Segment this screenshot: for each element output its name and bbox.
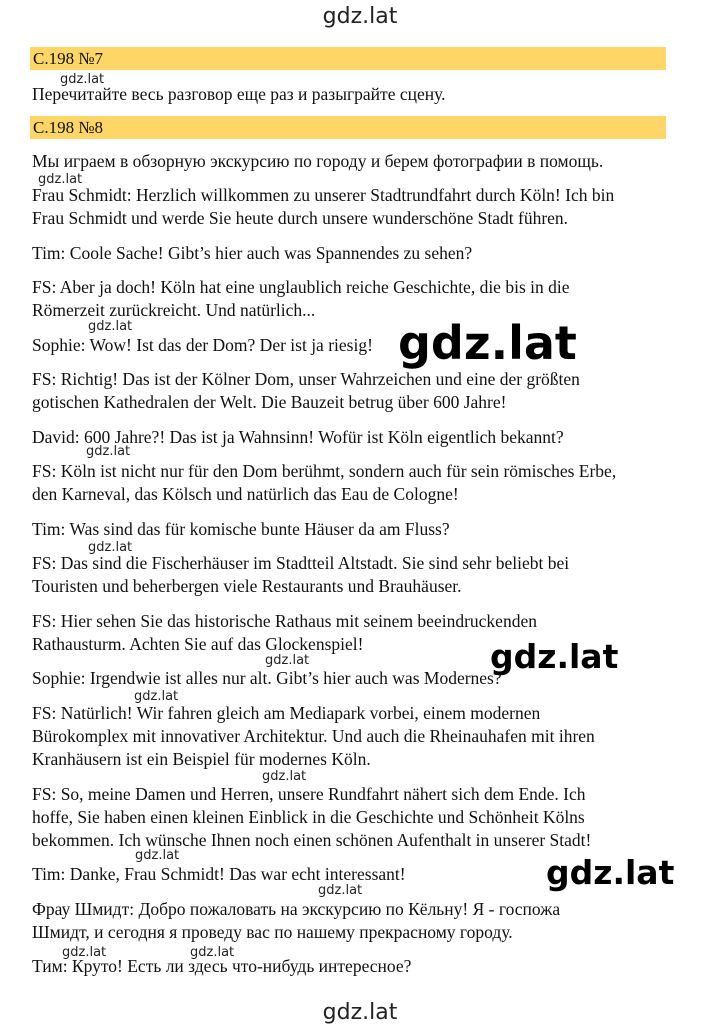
watermark-small: gdz.lat <box>88 540 133 555</box>
watermark-small: gdz.lat <box>135 848 180 863</box>
header-watermark: gdz.lat <box>322 4 398 29</box>
text-line: Тим: Круто! Есть ли здесь что-нибудь интересное? <box>32 956 412 976</box>
watermark-small: gdz.lat <box>262 769 307 784</box>
text-line: FS: Natürlich! Wir fahren gleich am Mediapark vorbei, einem modernen <box>32 703 541 723</box>
text-line: Frau Schmidt und werde Sie heute durch unsere wunderschöne Stadt führen. <box>32 208 569 228</box>
watermark-small: gdz.lat <box>60 72 105 87</box>
text-line: FS: Köln ist nicht nur für den Dom berühmt, sondern auch für sein römisches Erbe, <box>32 461 617 481</box>
text-line: Römerzeit zurückreicht. Und natürlich... <box>32 300 316 320</box>
watermark-small: gdz.lat <box>318 883 363 898</box>
watermark-large: gdz.lat <box>546 853 675 892</box>
watermark-small: gdz.lat <box>190 945 235 960</box>
text-line: Фрау Шмидт: Добро пожаловать на экскурсию по Кёльну! Я - госпожа <box>32 899 561 919</box>
text-line: Tim: Was sind das für komische bunte Häuser da am Fluss? <box>32 519 450 539</box>
watermark-small: gdz.lat <box>134 689 179 704</box>
text-line: Bürokomplex mit innovativer Architektur. Und auch die Rheinauhafen mit ihren <box>32 726 595 746</box>
text-line: Touristen und beherbergen viele Restaurants und Brauhäuser. <box>32 576 462 596</box>
text-line: Rathausturm. Achten Sie auf das Glockenspiel! <box>32 634 364 654</box>
watermark-small: gdz.lat <box>38 172 83 187</box>
watermark-large: gdz.lat <box>398 316 577 370</box>
text-line: David: 600 Jahre?! Das ist ja Wahnsinn! Wofür ist Köln eigentlich bekannt? <box>32 427 564 447</box>
text-line: FS: So, meine Damen und Herren, unsere Rundfahrt nähert sich dem Ende. Ich <box>32 784 586 804</box>
text-line: Frau Schmidt: Herzlich willkommen zu unserer Stadtrundfahrt durch Köln! Ich bin <box>32 185 615 205</box>
watermark-small: gdz.lat <box>265 653 310 668</box>
text-line: Tim: Coole Sache! Gibt’s hier auch was Spannendes zu sehen? <box>32 243 473 263</box>
text-line: Перечитайте весь разговор еще раз и разыграйте сцену. <box>32 84 446 104</box>
watermark-small: gdz.lat <box>86 444 131 459</box>
watermark-small: gdz.lat <box>88 319 133 334</box>
text-line: gotischen Kathedralen der Welt. Die Bauzeit betrug über 600 Jahre! <box>32 392 507 412</box>
text-line: Мы играем в обзорную экскурсию по городу и берем фотографии в помощь. <box>32 151 604 171</box>
watermark-small: gdz.lat <box>62 945 107 960</box>
text-line: Шмидт, и сегодня я проведу вас по нашему прекрасному городу. <box>32 922 513 942</box>
footer-watermark: gdz.lat <box>322 1000 398 1025</box>
text-line: Tim: Danke, Frau Schmidt! Das war echt interessant! <box>32 864 406 884</box>
section-heading-8: С.198 №8 <box>30 116 666 139</box>
text-line: FS: Richtig! Das ist der Kölner Dom, unser Wahrzeichen und eine der größten <box>32 369 580 389</box>
text-line: bekommen. Ich wünsche Ihnen noch einen schönen Aufenthalt in unserer Stadt! <box>32 830 592 850</box>
text-line: Sophie: Wow! Ist das der Dom? Der ist ja riesig! <box>32 335 373 355</box>
text-line: FS: Aber ja doch! Köln hat eine unglaublich reiche Geschichte, die bis in die <box>32 277 570 297</box>
section-heading-7: С.198 №7 <box>30 47 666 70</box>
text-line: FS: Das sind die Fischerhäuser im Stadtteil Altstadt. Sie sind sehr beliebt bei <box>32 553 570 573</box>
watermark-large: gdz.lat <box>490 637 619 676</box>
text-line: den Karneval, das Kölsch und natürlich das Eau de Cologne! <box>32 484 459 504</box>
text-line: Kranhäusern ist ein Beispiel für modernes Köln. <box>32 749 371 769</box>
text-line: FS: Hier sehen Sie das historische Rathaus mit seinem beeindruckenden <box>32 611 537 631</box>
text-line: Sophie: Irgendwie ist alles nur alt. Gibt’s hier auch was Modernes? <box>32 668 502 688</box>
text-line: hoffe, Sie haben einen kleinen Einblick in die Geschichte und Schönheit Kölns <box>32 807 585 827</box>
